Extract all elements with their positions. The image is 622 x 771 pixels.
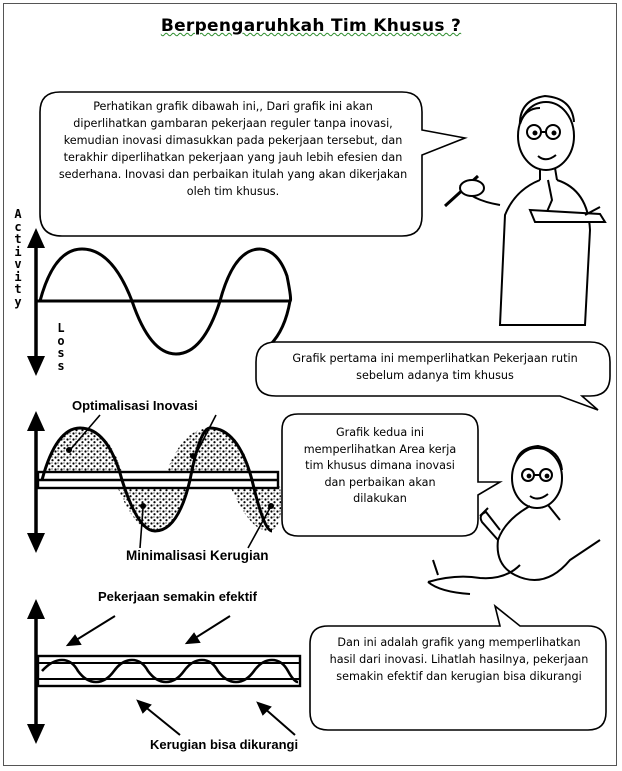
graph2-bottom-label: Minimalisasi Kerugian [126, 548, 269, 563]
graph3-top-label: Pekerjaan semakin efektif [98, 589, 257, 604]
graph3-arrow-up [27, 599, 45, 619]
graph1-arrow-down [27, 356, 45, 376]
graph2-arrow-up [27, 411, 45, 431]
intro-text: Perhatikan grafik dibawah ini,, Dari grafik ini akan diperlihatkan gambaran pekerjaan reguler tanpa inovasi, kemudian inovasi dimasukkan pada pekerjaan tersebut, dan terakhir diperlihatkan pekerjaan yang jauh lebih efesien dan sederhana. Inovasi dan perbaikan itulah yang akan dikerjakan oleh tim khusus. [58, 100, 408, 198]
graph3-arrow-down [27, 724, 45, 744]
graph1-axis-label-activity: Activity [14, 207, 22, 309]
graph3-bottom-label: Kerugian bisa dikurangi [150, 737, 299, 752]
graph3-bubble-text: Dan ini adalah grafik yang memperlihatkan hasil dari inovasi. Lihatlah hasilnya, pekerjaan semakin efektif dan kerugian bisa dikurangi [329, 636, 589, 683]
graph1-arrow-up [27, 228, 45, 248]
graph2-top-fill-2 [165, 428, 252, 476]
teacher-with-book-icon [445, 96, 605, 325]
graph2-top-label: Optimalisasi Inovasi [72, 398, 198, 413]
graph1-axis-label-loss: Loss [57, 321, 65, 373]
graph1-wave-tail [260, 249, 291, 345]
graph2-arrow-down [27, 533, 45, 553]
graph2-bottom-fill [117, 486, 190, 531]
graph2-bubble-text: Grafik kedua ini memperlihatkan Area kerja tim khusus dimana inovasi dan perbaikan akan dilakukan [303, 426, 457, 505]
graph1-bubble-text: Grafik pertama ini memperlihatkan Pekerjaan rutin sebelum adanya tim khusus [292, 352, 578, 382]
page-title: Berpengaruhkah Tim Khusus ? [160, 16, 462, 36]
